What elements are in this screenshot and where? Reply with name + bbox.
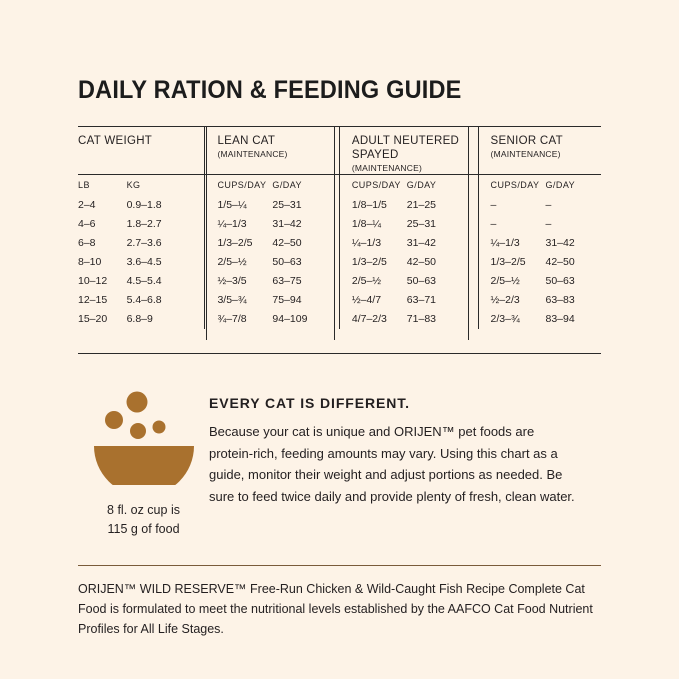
table-header — [78, 127, 601, 197]
cell-kg: 1.8–2.7 — [126, 218, 162, 230]
cell-lean-g: 94–109 — [272, 313, 308, 325]
cell-senior-g: 42–50 — [545, 256, 575, 268]
table-row — [78, 196, 601, 215]
cell-adult-g: 21–25 — [406, 199, 436, 211]
table-row — [78, 215, 601, 234]
cell-kg: 2.7–3.6 — [126, 237, 162, 249]
col-header-senior-g: G/DAY — [545, 175, 601, 197]
cell-adult-cups: ½–4/7 — [339, 291, 406, 310]
callout-heading: EVERY CAT IS DIFFERENT. — [209, 395, 410, 411]
cell-senior-g: 83–94 — [545, 313, 575, 325]
footer-text: ORIJEN™ WILD RESERVE™ Free-Run Chicken & Wild-Caught Fish Recipe Complete Cat Food is formulated to meet the nutritional levels established by the AAFCO Cat Food Nutrient Profiles for All Life Stages. — [78, 582, 593, 636]
group-header-row — [78, 127, 601, 175]
group-name-cat-weight: CAT WEIGHT — [78, 135, 153, 147]
col-header-lean-g: G/DAY — [272, 175, 339, 197]
cell-adult-cups: 1/3–2/5 — [339, 253, 406, 272]
cell-adult-cups: 4/7–2/3 — [339, 310, 406, 329]
cell-lean-g: 75–94 — [272, 294, 302, 306]
cell-adult-cups: 1/8–1/5 — [339, 196, 406, 215]
cell-senior-g: – — [545, 218, 552, 230]
cell-adult-cups: 1/8–¼ — [339, 215, 406, 234]
bowl-caption-line2: 115 g of food — [107, 522, 180, 536]
group-header-lean-cat — [205, 127, 339, 175]
page-title: DAILY RATION & FEEDING GUIDE — [78, 76, 462, 104]
bowl-caption-line1: 8 fl. oz cup is — [107, 503, 180, 517]
table-vrule-adult — [334, 126, 335, 340]
column-header-row — [78, 175, 601, 197]
callout-section — [78, 385, 601, 539]
cell-lean-cups: 1/5–¼ — [205, 196, 272, 215]
cell-senior-g: 63–83 — [545, 294, 575, 306]
cell-senior-cups: ¼–1/3 — [478, 234, 545, 253]
cell-lb: 10–12 — [78, 275, 108, 287]
cell-lean-cups: ¾–7/8 — [205, 310, 272, 329]
cell-senior-g: 31–42 — [545, 237, 575, 249]
group-header-senior-cat — [478, 127, 601, 175]
cup-of-food-icon — [86, 391, 202, 485]
group-header-cat-weight — [78, 127, 205, 175]
cell-adult-cups: ¼–1/3 — [339, 234, 406, 253]
col-header-senior-cups: CUPS/DAY — [478, 175, 545, 197]
cell-senior-cups: 1/3–2/5 — [478, 253, 545, 272]
cell-adult-g: 31–42 — [406, 237, 436, 249]
cell-kg: 5.4–6.8 — [126, 294, 162, 306]
table-vrule-lean — [206, 126, 207, 340]
col-header-adult-cups: CUPS/DAY — [339, 175, 406, 197]
cell-adult-cups: 2/5–½ — [339, 272, 406, 291]
cell-senior-cups: – — [478, 215, 545, 234]
callout-text-column — [209, 385, 601, 539]
group-sub-senior-cat: (MAINTENANCE) — [490, 149, 561, 159]
cell-kg: 0.9–1.8 — [126, 199, 162, 211]
table-bottom-rule — [78, 353, 601, 354]
cell-lean-cups: 3/5–¾ — [205, 291, 272, 310]
cell-kg: 4.5–5.4 — [126, 275, 162, 287]
bowl-column — [78, 385, 209, 539]
cell-senior-cups: 2/5–½ — [478, 272, 545, 291]
group-name-senior-cat: SENIOR CAT — [490, 135, 563, 147]
cell-lean-g: 63–75 — [272, 275, 302, 287]
cell-senior-cups: – — [478, 196, 545, 215]
group-sub-lean-cat: (MAINTENANCE) — [217, 149, 288, 159]
footer-section — [78, 565, 601, 639]
group-sub-adult-neutered: (MAINTENANCE) — [351, 163, 422, 173]
cell-lean-g: 25–31 — [272, 199, 302, 211]
table-row — [78, 272, 601, 291]
bowl-caption — [78, 501, 209, 539]
group-header-adult-neutered — [339, 127, 478, 175]
cell-senior-g: 50–63 — [545, 275, 575, 287]
cell-lean-g: 42–50 — [272, 237, 302, 249]
table-vrule-senior — [468, 126, 469, 340]
callout-body: Because your cat is unique and ORIJEN™ pet foods are protein-rich, feeding amounts may vary. Using this chart as a guide, monitor their weight and adjust portions as needed. Be sure to feed twice daily and provide plenty of fresh, clean water. — [209, 424, 575, 504]
daily-ration-table — [78, 126, 601, 329]
col-header-kg: KG — [127, 175, 205, 197]
cell-adult-g: 50–63 — [406, 275, 436, 287]
col-header-adult-g: G/DAY — [407, 175, 478, 197]
ration-table-wrap — [78, 126, 601, 354]
cell-lean-cups: 2/5–½ — [205, 253, 272, 272]
cell-lb: 2–4 — [78, 199, 96, 211]
cell-adult-g: 71–83 — [406, 313, 436, 325]
cell-lean-cups: ¼–1/3 — [205, 215, 272, 234]
cell-senior-g: – — [545, 199, 552, 211]
table-row — [78, 234, 601, 253]
cell-lean-cups: 1/3–2/5 — [205, 234, 272, 253]
cell-senior-cups: ½–2/3 — [478, 291, 545, 310]
cell-lb: 4–6 — [78, 218, 96, 230]
cell-lean-g: 50–63 — [272, 256, 302, 268]
col-header-lean-cups: CUPS/DAY — [205, 175, 272, 197]
cell-kg: 6.8–9 — [126, 313, 153, 325]
group-name-adult-neutered: ADULT NEUTERED SPAYED — [351, 135, 460, 161]
table-row — [78, 253, 601, 272]
cell-lb: 12–15 — [78, 294, 108, 306]
cell-lean-g: 31–42 — [272, 218, 302, 230]
cell-adult-g: 42–50 — [406, 256, 436, 268]
col-header-lb: LB — [78, 175, 127, 197]
cell-lb: 6–8 — [78, 237, 96, 249]
table-body — [78, 196, 601, 329]
table-row — [78, 310, 601, 329]
table-row — [78, 291, 601, 310]
cell-kg: 3.6–4.5 — [126, 256, 162, 268]
group-name-lean-cat: LEAN CAT — [217, 135, 276, 147]
cell-lb: 8–10 — [78, 256, 102, 268]
cell-senior-cups: 2/3–¾ — [478, 310, 545, 329]
cell-adult-g: 63–71 — [406, 294, 436, 306]
cell-lb: 15–20 — [78, 313, 108, 325]
cell-lean-cups: ½–3/5 — [205, 272, 272, 291]
cell-adult-g: 25–31 — [406, 218, 436, 230]
